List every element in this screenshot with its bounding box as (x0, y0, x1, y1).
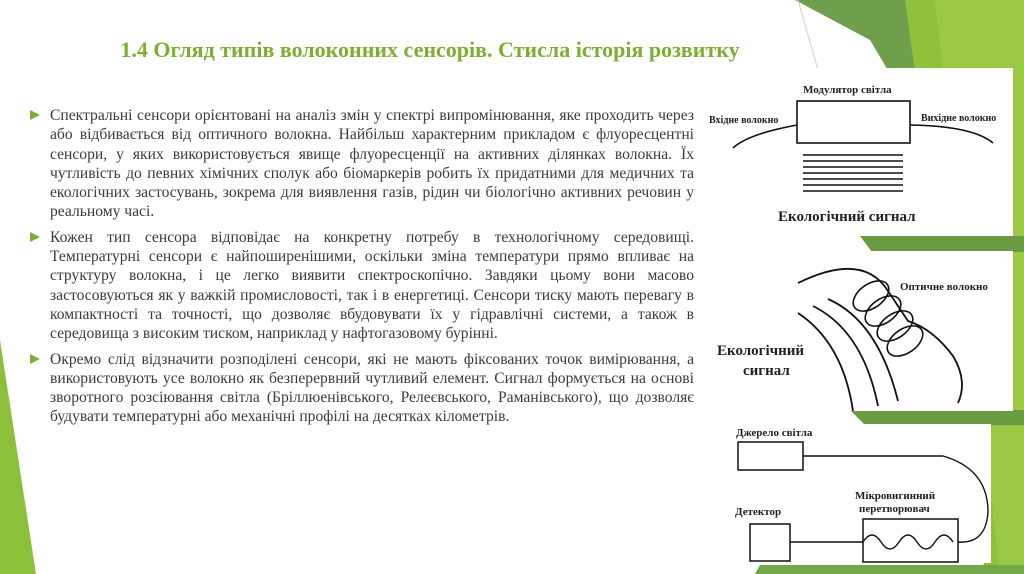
modulator-label: Модулятор світла (803, 84, 892, 96)
environmental-signal-label: Екологічний сигнал (778, 209, 916, 225)
bullet-text: Кожен тип сенсора відповідає на конкретну потребу в технологічному середовищі. Температурні сенсори є найпоширенішими, оскільки зміна температури прямо впливає на структуру волокна, і це легко виявити спектроскопічно. Завдяки цьому вони масово застосовуються як у важкій промисловості, так і в енергетиці. Сенсори тиску мають перевагу в компактності та точності, що дозволяє вбудовувати їх у гідравлічні системи, а також в середовища з високим тиском, наприклад у нафтогазовому бурінні. (50, 228, 694, 343)
bullet-item (30, 350, 694, 427)
bullet-text: Спектральні сенсори орієнтовані на аналіз змін у спектрі випромінювання, яке проходить через або відбивається від оптичного волокна. Найбільш характерним прикладом є флуоресцентні сенсори, у яких використовується явище флуоресценції на активних ділянках волокна. Їх чутливість до певних хімічних сполук або біомаркерів робить їх придатними для медичних та екологічних застосувань, зокрема для виявлення газів, рідин чи біологічно активних речовин у реальному часі. (50, 107, 694, 221)
modulator-diagram (703, 68, 1013, 236)
environmental-signal-label-line2: сигнал (743, 363, 790, 379)
triangle-bullet-icon (30, 232, 40, 242)
transducer-label-line1: Мікровигинний (855, 490, 936, 502)
transducer-label-line2: перетворювач (859, 503, 930, 515)
light-source-box (738, 442, 803, 470)
bullet-text: Окремо слід відзначити розподілені сенсори, які не мають фіксованих точок вимірювання, а використовують усе волокно як безперервний чутливий елемент. Сигнал формується на основі зворотного розсіювання світла (Бріллюенівського, Релеєвського, Раманівського), що дозволяє будувати температурні або механічні профілі на десятках кілометрів. (50, 350, 694, 426)
signal-lines (803, 155, 903, 191)
slide-title: 1.4 Огляд типів волоконних сенсорів. Стисла історія розвитку (120, 36, 740, 62)
optical-fiber-label: Оптичне волокно (900, 281, 988, 293)
output-fiber-label: Вихідне волокно (921, 113, 997, 124)
modulator-box (797, 101, 910, 143)
triangle-bullet-icon (30, 110, 40, 120)
detector-label: Детектор (735, 506, 782, 518)
fiber-coil-diagram (703, 251, 1013, 411)
environmental-signal-label-line1: Екологічний (717, 343, 805, 359)
bullet-item (30, 106, 694, 222)
triangle-bullet-icon (30, 354, 40, 364)
microbend-diagram (703, 424, 991, 563)
detector-box (750, 524, 790, 561)
bullet-list (30, 106, 694, 433)
input-fiber-label: Вхідне волокно (709, 115, 779, 126)
bullet-item (30, 228, 694, 344)
light-source-label: Джерело світла (736, 427, 813, 439)
transducer-box (863, 519, 958, 562)
